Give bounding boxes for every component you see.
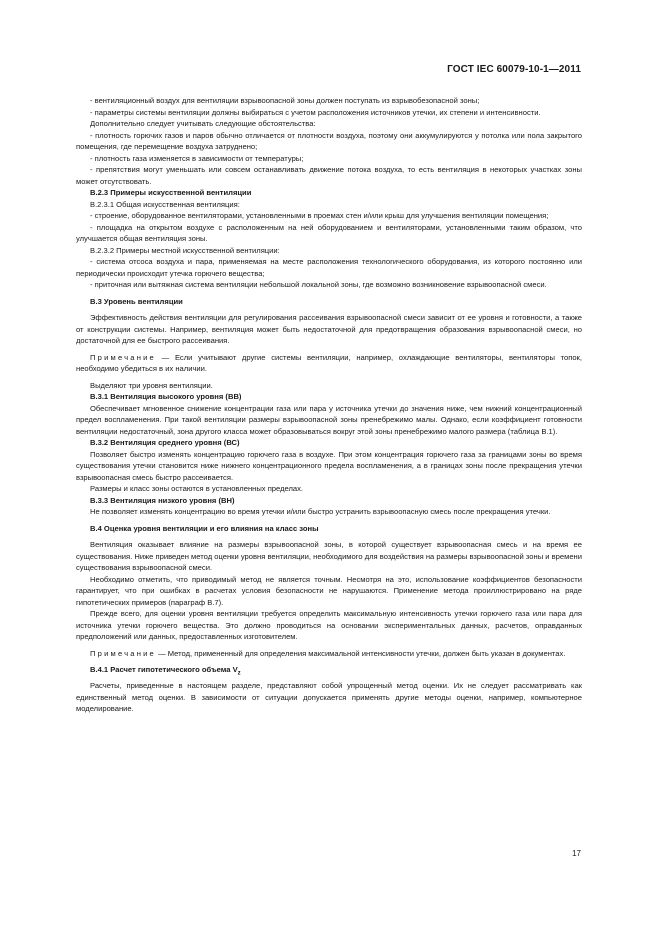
- paragraph-text: Необходимо отметить, что приводимый метод не является точным. Несмотря на это, использование коэффициентов безопасности гарантирует, что при ошибках в расчетах условия безопасности не нарушаются. Применение метода проиллюстрировано на ряде гипотетических примеров (параграф В.7).: [76, 574, 582, 607]
- section-heading: [76, 664, 582, 680]
- section-heading: [76, 187, 582, 199]
- body-paragraph: [76, 449, 582, 484]
- document-body: [76, 95, 582, 715]
- body-paragraph: [76, 608, 582, 643]
- section-heading: [76, 437, 582, 449]
- section-heading: [76, 296, 582, 308]
- section-heading: [76, 391, 582, 403]
- subscript: z: [237, 670, 241, 677]
- paragraph-text: - вентиляционный воздух для вентиляции взрывоопасной зоны должен поступать из взрывобезопасной зоны;: [90, 96, 480, 105]
- paragraph-text: В.3.3 Вентиляция низкого уровня (ВН): [90, 495, 235, 505]
- paragraph-text: - система отсоса воздуха и пара, применяемая на месте расположения технологического оборудования, из которого постоянно или периодически происходит утечка горючего вещества;: [76, 257, 582, 278]
- body-paragraph: [76, 210, 582, 222]
- body-paragraph: [76, 107, 582, 119]
- paragraph-text: - площадка на открытом воздухе с расположенным на ней оборудованием и вентиляторами, установленными таким образом, что улучшается общая вентиляция зоны.: [76, 222, 582, 243]
- paragraph-text: - плотность газа изменяется в зависимости от температуры;: [90, 153, 304, 163]
- note-paragraph: [76, 352, 582, 375]
- body-paragraph: [76, 539, 582, 574]
- body-paragraph: [76, 403, 582, 438]
- paragraph-text: В.3.2 Вентиляция среднего уровня (ВС): [90, 438, 240, 447]
- body-paragraph: [76, 256, 582, 279]
- paragraph-text: Расчеты, приведенные в настоящем разделе, представляют собой упрощенный метод оценки. Их не следует рассматривать как единственный метод оценки. В зависимости от ситуации допускается применять другие методы оценки, например, компьютерное моделирование.: [76, 681, 582, 714]
- paragraph-text: В.2.3.1 Общая искусственная вентиляция:: [90, 199, 240, 209]
- paragraph-text: - строение, оборудованное вентиляторами, установленными в проемах стен и/или крыш для улучшения вентиляции помещения;: [90, 211, 549, 220]
- section-heading: [76, 523, 582, 535]
- body-paragraph: [76, 153, 582, 165]
- paragraph-text: Вентиляция оказывает влияние на размеры взрывоопасной зоны, в которой существует взрывоопасная смесь и на время ее существования. Ниже приведен метод оценки уровня вентиляции, необходимого для воздействия на размеры взрывоопасной зоны и времени существования взрывоопасной смеси.: [76, 540, 582, 572]
- body-paragraph: [76, 483, 582, 495]
- body-paragraph: [76, 279, 582, 291]
- body-paragraph: [76, 245, 582, 257]
- paragraph-text: Позволяет быстро изменять концентрацию горючего газа в воздухе. При этом концентрация горючего газа за границами зоны во время существования утечки становится ниже нижнего концентрационного предела воспламенения, а в границах зоны после прекращения утечки взрывоопасная смесь быстро рассеивается.: [76, 449, 582, 482]
- paragraph-text: — Если учитывают другие системы вентиляции, например, охлаждающие вентиляторы, вентиляторы топок, необходимо убедиться в их наличии.: [76, 352, 582, 373]
- body-paragraph: [76, 130, 582, 153]
- paragraph-text: Дополнительно следует учитывать следующие обстоятельства:: [90, 119, 316, 128]
- standard-header: ГОСТ IEC 60079-10-1—2011: [447, 64, 581, 75]
- paragraph-text: Эффективность действия вентиляции для регулирования рассеивания взрывоопасной смеси зависит от ее уровня и готовности, а также от конструкции системы. Например, вентиляция может быть недостаточной для предотвращения образования взрывоопасной смеси, но достаточной для ее быстрого рассеивания.: [76, 313, 582, 345]
- body-paragraph: [76, 199, 582, 211]
- paragraph-text: В.4.1 Расчет гипотетического объема V: [90, 665, 238, 674]
- body-paragraph: [76, 95, 582, 107]
- body-paragraph: [76, 380, 582, 392]
- paragraph-text: В.3 Уровень вентиляции: [90, 296, 183, 306]
- paragraph-text: - параметры системы вентиляции должны выбираться с учетом расположения источников утечки, их степени и интенсивности.: [90, 107, 541, 117]
- paragraph-text: В.3.1 Вентиляция высокого уровня (ВВ): [90, 392, 242, 401]
- body-paragraph: [76, 222, 582, 245]
- paragraph-text: В.4 Оценка уровня вентиляции и его влияния на класс зоны: [90, 523, 319, 533]
- paragraph-text: - приточная или вытяжная система вентиляции небольшой локальной зоны, где возможно возникновение взрывоопасной смеси.: [90, 280, 547, 289]
- body-paragraph: [76, 506, 582, 518]
- note-lead: Примечание: [90, 352, 156, 362]
- paragraph-text: Прежде всего, для оценки уровня вентиляции требуется определить максимальную интенсивность утечки горючего газа или пара для источника утечки горючего вещества. Это должно проводиться на основании экспериментальных данных, расчетов, оправданных предположений или данных, предоставленных изготовителем.: [76, 609, 582, 641]
- paragraph-text: В.2.3.2 Примеры местной искусственной вентиляции:: [90, 245, 280, 255]
- body-paragraph: [76, 312, 582, 347]
- paragraph-text: Обеспечивает мгновенное снижение концентрации газа или пара у источника утечки до значения ниже, чем нижний концентрационный предел воспламенения. При такой вентиляции размеры взрывоопасной зоны пренебрежимо малы. Однако, если коэффициент готовности вентиляции недостаточный, зона другого класса может образовываться вокруг этой зоны пренебрежимо малого размера (таблица В.1).: [76, 403, 582, 436]
- body-paragraph: [76, 164, 582, 187]
- paragraph-text: Не позволяет изменять концентрацию во время утечки и/или быстро устранить взрывоопасную смесь после прекращения утечки.: [90, 507, 551, 516]
- paragraph-text: — Метод, примененный для определения максимальной интенсивности утечки, должен быть указан в документах.: [155, 648, 566, 658]
- note-paragraph: [76, 648, 582, 660]
- paragraph-text: Выделяют три уровня вентиляции.: [90, 380, 213, 390]
- paragraph-text: - плотность горючих газов и паров обычно отличается от плотности воздуха, поэтому они аккумулируются у потолка или пола закрытого помещения, где перемещение воздуха затруднено;: [76, 130, 582, 151]
- paragraph-text: Размеры и класс зоны остаются в установленных пределах.: [90, 484, 304, 493]
- section-heading: [76, 495, 582, 507]
- paragraph-text: - препятствия могут уменьшать или совсем останавливать движение потока воздуха, то есть вентиляция в некоторых участках зоны может отсутствовать.: [76, 165, 582, 186]
- body-paragraph: [76, 574, 582, 609]
- paragraph-text: В.2.3 Примеры искусственной вентиляции: [90, 188, 252, 197]
- body-paragraph: [76, 118, 582, 130]
- page-number: 17: [572, 849, 581, 858]
- note-lead: Примечание: [90, 648, 156, 658]
- body-paragraph: [76, 680, 582, 715]
